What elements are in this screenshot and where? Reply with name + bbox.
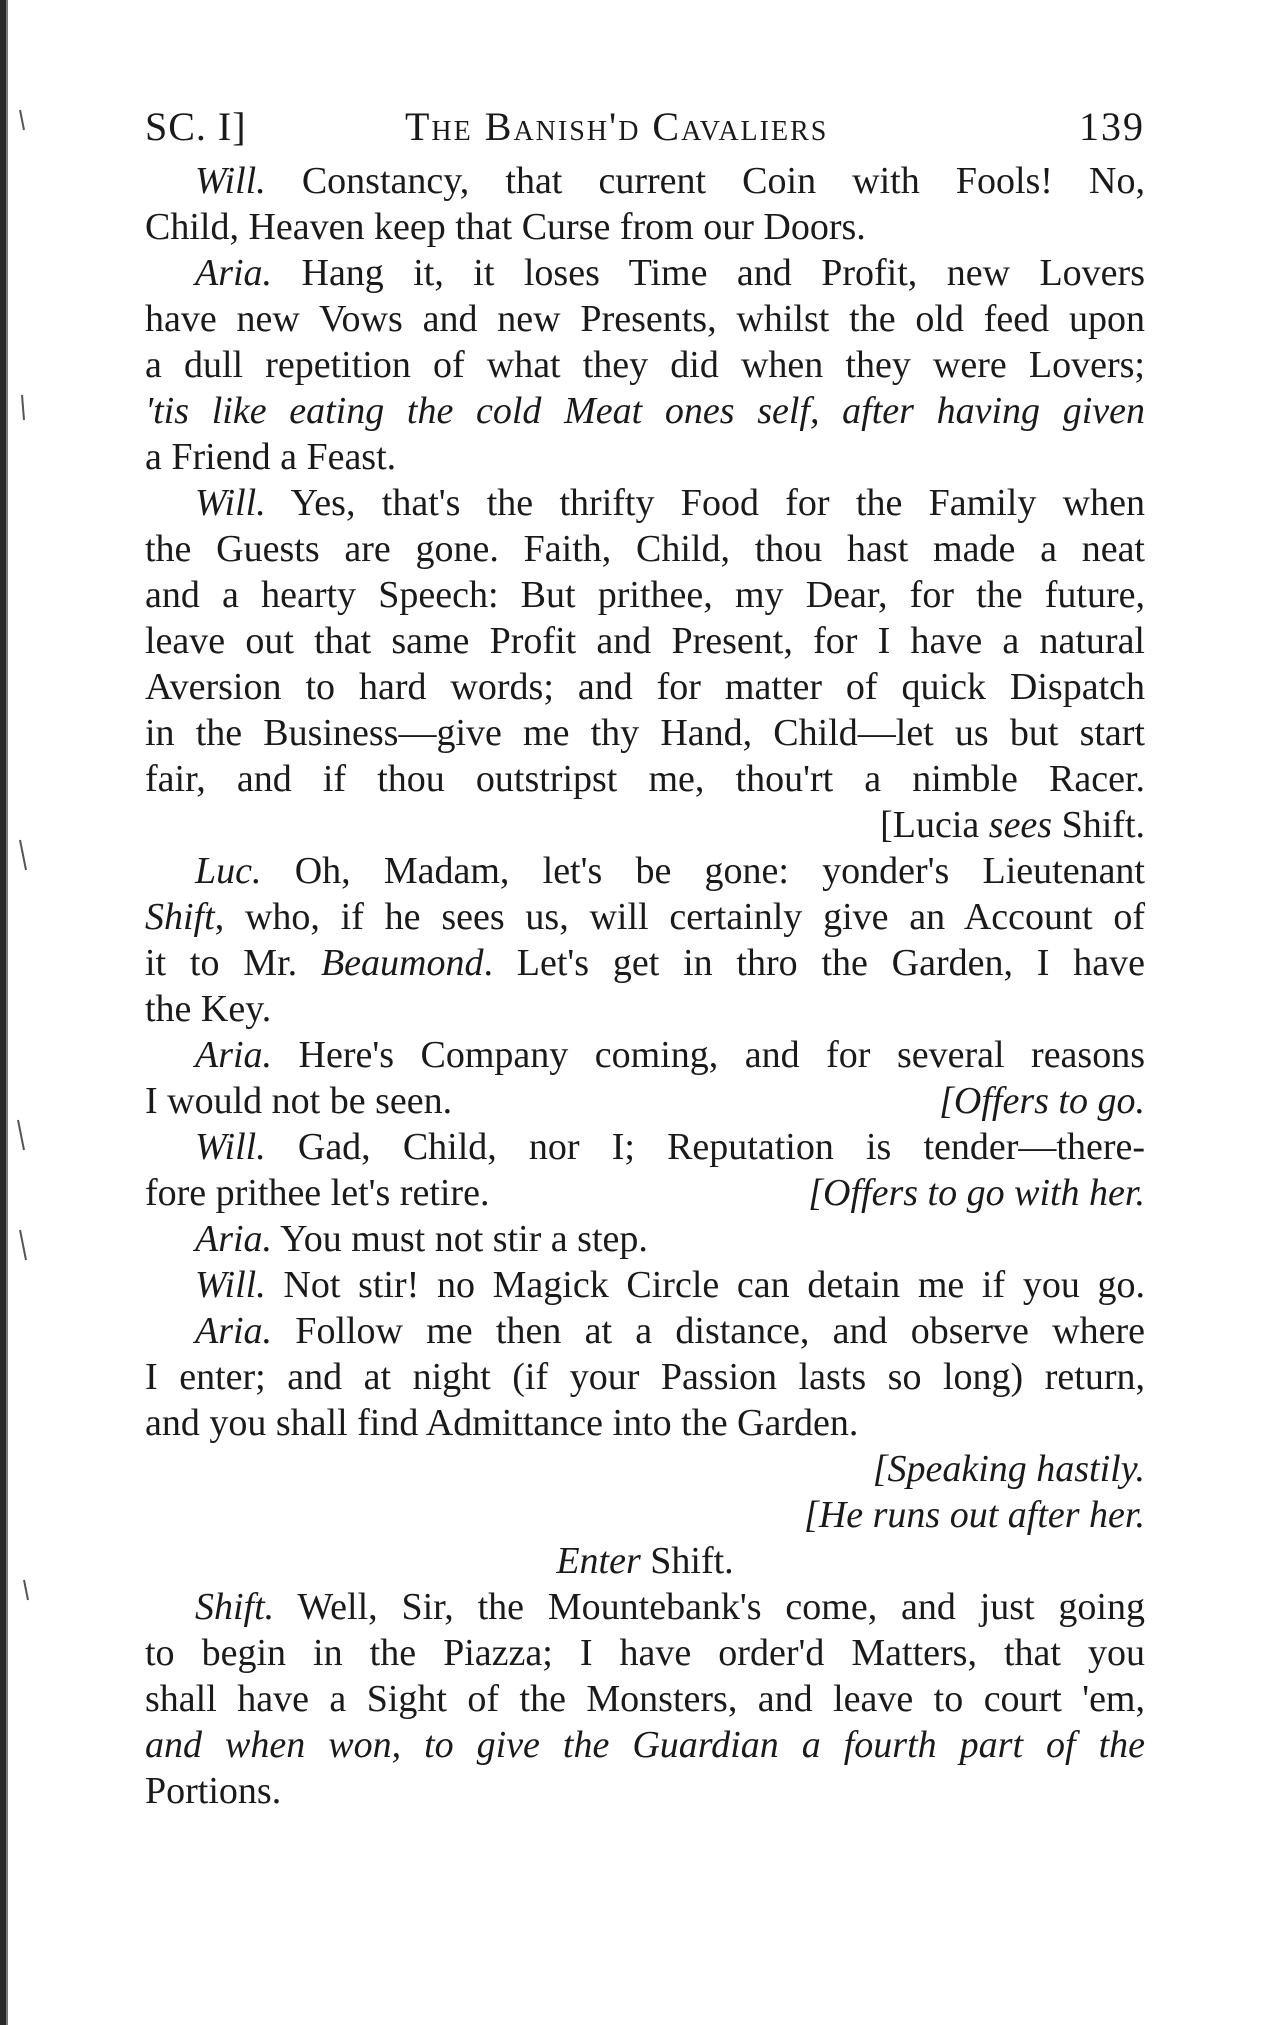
stage-direction: [Offers to go. [939, 1080, 1145, 1122]
text-line: Shift. Well, Sir, the Mountebank's come, and just going [195, 1586, 1145, 1628]
text-line: and when won, to give the Guardian a fourth part of the [145, 1724, 1145, 1766]
page-number: 139 [1079, 104, 1145, 149]
text-line: 'tis like eating the cold Meat ones self, after having given [145, 390, 1145, 432]
text-line: fair, and if thou outstripst me, thou'rt a nimble Racer. [145, 758, 1145, 800]
text-line: the Guests are gone. Faith, Child, thou hast made a neat [145, 528, 1145, 570]
text-line: I would not be seen. [Offers to go. [145, 1080, 1145, 1122]
text-line: Portions. [145, 1770, 282, 1812]
text-line: Luc. Oh, Madam, let's be gone: yonder's Lieutenant [195, 850, 1145, 892]
text-line: and a hearty Speech: But prithee, my Dear, for the future, [145, 574, 1145, 616]
text-line: a Friend a Feast. [145, 436, 397, 478]
text-line: shall have a Sight of the Monsters, and leave to court 'em, [145, 1678, 1145, 1720]
stage-direction: [Offers to go with her. [808, 1172, 1145, 1214]
header-section: SC. I] [145, 104, 247, 149]
text-line: to begin in the Piazza; I have order'd Matters, that you [145, 1632, 1145, 1674]
text-line: Aria. Here's Company coming, and for several reasons [195, 1034, 1145, 1076]
text-line: Will. Not stir! no Magick Circle can detain me if you go. [195, 1264, 1145, 1306]
text-line: Child, Heaven keep that Curse from our Doors. [145, 206, 866, 248]
text-line: Shift, who, if he sees us, will certainly give an Account of [145, 896, 1145, 938]
text-line: Will. Gad, Child, nor I; Reputation is tender—there- [195, 1126, 1145, 1168]
entrance-direction: Enter Shift. [556, 1540, 734, 1582]
text-line: I enter; and at night (if your Passion lasts so long) return, [145, 1356, 1145, 1398]
text-line: the Key. [145, 988, 272, 1030]
text-line: fore prithee let's retire. [Offers to go with her. [145, 1172, 1145, 1214]
text-line: Aversion to hard words; and for matter of quick Dispatch [145, 666, 1145, 708]
text-line: Will. Yes, that's the thrifty Food for the Family when [195, 482, 1145, 524]
header-title: The Banish'd Cavaliers [405, 104, 829, 149]
stage-direction: [Speaking hastily. [872, 1448, 1145, 1490]
text-line: have new Vows and new Presents, whilst the old feed upon [145, 298, 1145, 340]
text-line: it to Mr. Beaumond. Let's get in thro the Garden, I have [145, 942, 1145, 984]
binding-edge-shadow [0, 0, 44, 2025]
text-line: in the Business—give me thy Hand, Child—let us but start [145, 712, 1145, 754]
text-line: a dull repetition of what they did when they were Lovers; [145, 344, 1145, 386]
text-line: Aria. Hang it, it loses Time and Profit, new Lovers [195, 252, 1145, 294]
stage-direction: [He runs out after her. [804, 1494, 1145, 1536]
stage-direction: [Lucia sees Shift. [880, 804, 1145, 846]
text-line: Aria. Follow me then at a distance, and observe where [195, 1310, 1145, 1352]
text-line: Will. Constancy, that current Coin with Fools! No, [195, 160, 1145, 202]
text-line: and you shall find Admittance into the Garden. [145, 1402, 859, 1444]
text-line: leave out that same Profit and Present, for I have a natural [145, 620, 1145, 662]
text-line: Aria. You must not stir a step. [195, 1218, 648, 1260]
running-header [145, 103, 1145, 163]
